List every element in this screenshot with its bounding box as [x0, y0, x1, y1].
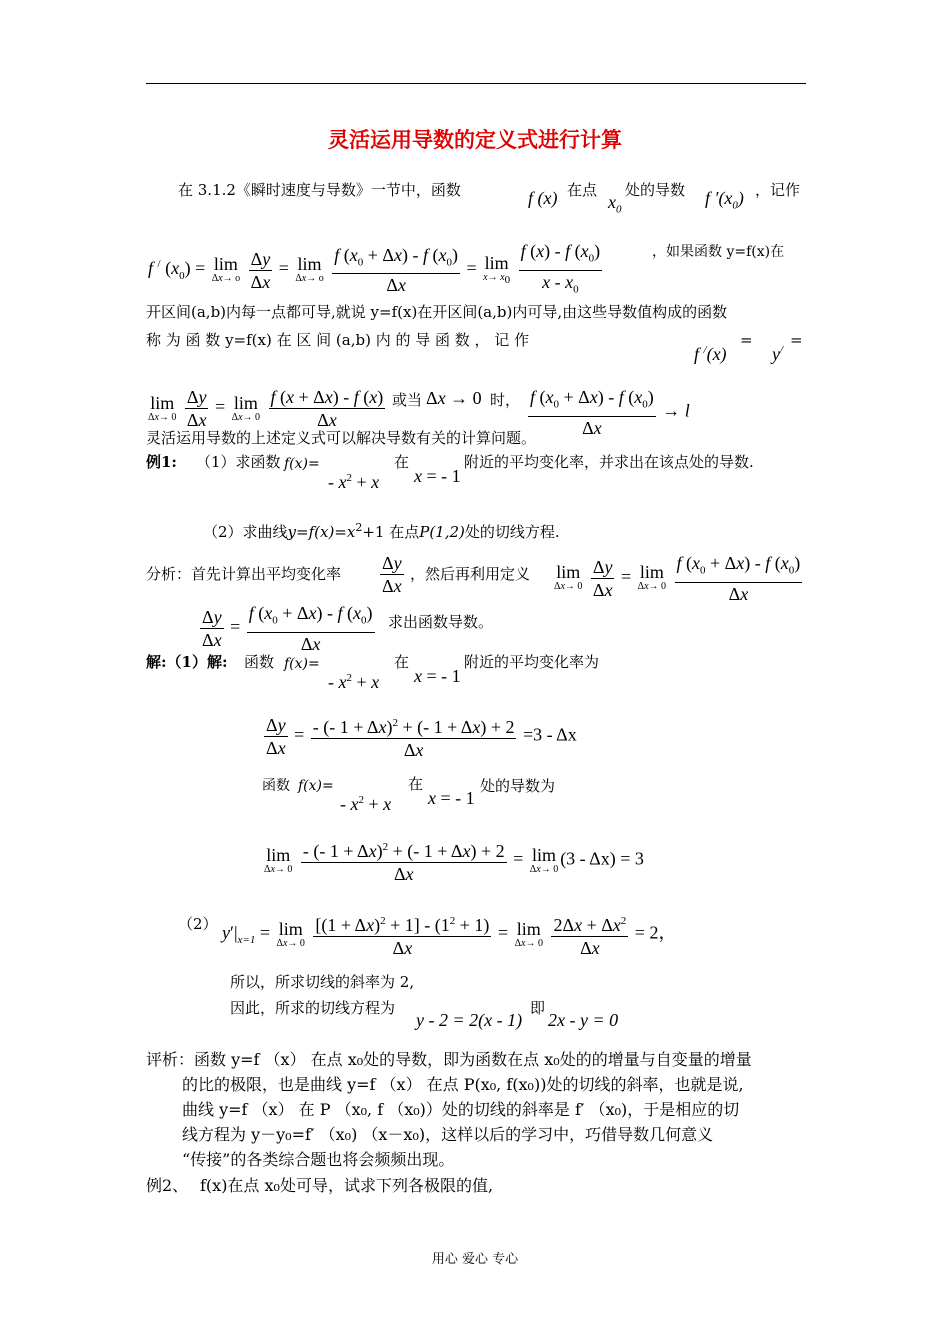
comment-line4: 线方程为 y－y₀=f′ （x₀) （x－x₀)，这样以后的学习中，巧借导数几何意义 — [182, 1125, 714, 1144]
solution-label: 解:（1）解: — [146, 653, 228, 671]
solution-at: 在 — [394, 653, 410, 671]
fx-symbol: f (x) — [528, 188, 558, 208]
analysis-then: ，然后再利用定义 — [410, 565, 531, 583]
example1-tail: 附近的平均变化率，并求出在该点处的导数. — [464, 453, 754, 471]
comment-line1: 评析：函数 y=f （x） 在点 x₀处的导数，即为函数在点 x₀处的的增量与自变量的增量 — [146, 1050, 752, 1069]
intro-denoted: ，记作 — [755, 181, 801, 199]
derivative-definition-2: lim Δx→ 0 $\frac{\Delta y}{\Delta x}$ = lim Δx→ 0 $\frac{f (x + \Delta x) - f (x)}{\Delta x}$ — [148, 387, 384, 430]
intro-when: 时， — [490, 391, 521, 409]
solution-slope: 所以，所求切线的斜率为 2, — [230, 973, 415, 991]
analysis-definition: lim Δx→ 0 $\frac{\Delta y}{\Delta x}$ = lim Δx→ 0 $\frac{f (x_0 + \Delta x) - f (x_0)}{\Delta x}$ — [554, 553, 801, 604]
example1-at: 在 — [394, 453, 410, 471]
x0-symbol: $x_0$ — [608, 192, 622, 216]
solution-l2c: 处的导数为 — [480, 777, 556, 795]
example1-fx: f(x)= — [284, 456, 320, 472]
solution-fx: f(x)= — [284, 656, 320, 672]
dx-to-zero: Δx → 0 — [426, 388, 482, 408]
solution-point-2: x = - 1 — [428, 788, 475, 808]
yprime: y/ — [772, 344, 784, 364]
page-footer: 用心 爱心 专心 — [431, 1252, 519, 1267]
solution-eq1: $\frac{\Delta y}{\Delta x}$ = $\frac{- (- 1 + \Delta x)^2 + (- 1 + \Delta x) + 2}{\Delta x}$ =3 - Δx — [262, 712, 577, 761]
eq-sign-2: = — [790, 331, 803, 349]
intro-derivative: 处的导数 — [625, 181, 686, 199]
analysis-line1: 分析：首先计算出平均变化率 — [146, 565, 342, 583]
example1-part2: （2）求曲线$y=f(x)=x^2+1$ 在点P(1,2)处的切线方程. — [203, 521, 560, 541]
example2-text: f(x)在点 x₀处可导，试求下列各极限的值, — [200, 1176, 494, 1195]
solution-ji: 即 — [530, 999, 546, 1017]
derivative-definition: f / $(x_0)$ = lim Δx→ o $\frac{\Delta y}{\Delta x}$ = lim Δx→ o $\frac{f (x_0 + \Delta x) - f (x_0)}{\Delta x}$ = lim $x\to x_0$ $\frac{f (x) - f (x_0)}{x - x_0}$ — [148, 241, 601, 296]
limit-l: $\frac{f (x_0 + \Delta x) - f (x_0)}{\Delta x}$ → l — [530, 387, 690, 438]
solution-function-2: - $x^2 + x$ — [340, 794, 392, 814]
intro-line1: 在 3.1.2《瞬时速度与导数》一节中，函数 — [178, 181, 461, 199]
fprime-x0: f $'(x_0)$ — [705, 188, 744, 212]
example1-function: - $x^2 + x$ — [328, 472, 380, 492]
intro-line2-tail: ，如果函数 y=f(x)在 — [652, 244, 785, 260]
solution-l1c: 附近的平均变化率为 — [464, 653, 600, 671]
solution-function: - $x^2 + x$ — [328, 672, 380, 692]
solution-l1a: 函数 — [244, 653, 275, 671]
analysis-avg-formula: $\frac{\Delta y}{\Delta x}$ = $\frac{f (x_0 + \Delta x) - f (x_0)}{\Delta x}$ — [202, 603, 373, 654]
solution-eq3: $y'|_{x=1}$ = lim Δx→ 0 $\frac{[(1 + \Delta x)^2 + 1] - (1^2 + 1)}{\Delta x}$ = lim Δx→ 0 $\frac{2\Delta x + \Delta x^2}{\Delta x}$ = 2， — [222, 910, 676, 959]
intro-or-when: 或当 — [392, 391, 423, 409]
intro-line4: 称 为 函 数 y=f(x) 在 区 间 (a,b) 内 的 导 函 数 ， 记 作 — [146, 331, 530, 349]
comment-line5: “传接”的各类综合题也将会频频出现。 — [182, 1150, 455, 1169]
example1-point: x = - 1 — [414, 466, 461, 486]
intro-at-point: 在点 — [567, 181, 598, 199]
fprime-x: f /(x) — [694, 344, 727, 364]
solution-part2-label: （2） — [178, 915, 218, 933]
comment-line2: 的比的极限，也是曲线 y=f （x） 在点 P(x₀, f(x₀))处的切线的斜率，也就是说, — [182, 1075, 744, 1094]
solution-tangent-label: 因此，所求的切线方程为 — [230, 999, 396, 1017]
tangent-eq1: y - 2 = 2(x - 1) — [416, 1010, 523, 1030]
example1-label: 例1: — [146, 453, 177, 471]
header-rule — [146, 83, 806, 84]
page-title: 灵活运用导数的定义式进行计算 — [328, 128, 622, 152]
comment-line3: 曲线 y=f （x） 在 P （x₀, f （x₀)）处的切线的斜率是 f′ （x₀)，于是相应的切 — [182, 1100, 740, 1119]
solution-point: x = - 1 — [414, 666, 461, 686]
intro-line3: 开区间(a,b)内每一点都可导,就说 y=f(x)在开区间(a,b)内可导,由这些导数值构成的函数 — [146, 303, 728, 321]
analysis-tail: 求出函数导数。 — [388, 613, 494, 631]
solution-at-2: 在 — [408, 775, 424, 793]
tangent-eq2: 2x - y = 0 — [548, 1010, 619, 1030]
eq-sign-1: = — [740, 331, 753, 349]
solution-fx-2: f(x)= — [298, 778, 334, 794]
example1-part1: （1）求函数 — [196, 453, 281, 471]
example2-label: 例2、 — [146, 1176, 189, 1195]
solution-eq2: lim Δx→ 0 $\frac{- (- 1 + \Delta x)^2 + (- 1 + \Delta x) + 2}{\Delta x}$ = lim Δx→ 0 (3 - Δx) = 3 — [262, 836, 644, 885]
intro-line6: 灵活运用导数的上述定义式可以解决导数有关的计算问题。 — [146, 429, 537, 447]
solution-l2a: 函数 — [262, 778, 290, 794]
analysis-avg-rate: $\frac{\Delta y}{\Delta x}$ — [382, 553, 402, 596]
